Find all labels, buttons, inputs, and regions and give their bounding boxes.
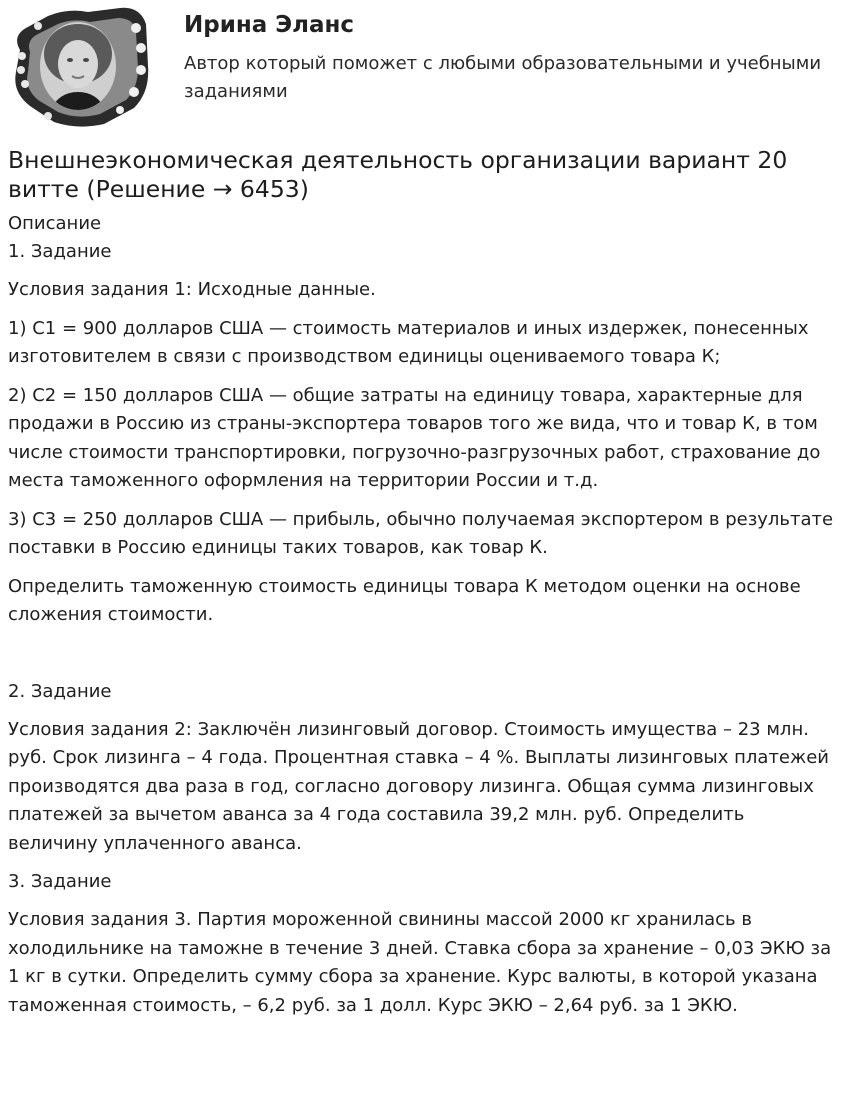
task-1-paragraph: Условия задания 1: Исходные данные. [8,279,376,300]
main-content [0,146,838,1020]
task-1-paragraph: 1) C1 = 900 долларов США — стоимость материалов и иных издержек, понесенных изготовителем в связи с производством единицы оцениваемого товара К; [8,317,809,367]
section-spacer [8,630,838,668]
task-2-paragraph: Условия задания 2: Заключён лизинговый договор. Стоимость имущества – 23 млн. руб. Срок лизинга – 4 года. Процентная ставка – 4 %. Выплаты лизинговых платежей производятся два раза в год, согласно договору лизинга. Общая сумма лизинговых платежей за вычетом аванса за 4 года составила 39,2 млн. руб. Определить величину уплаченного аванса. [8,718,829,854]
description-label: Описание [8,213,102,234]
task-1-paragraph: Определить таможенную стоимость единицы товара К методом оценки на основе сложения стоимости. [8,575,801,625]
author-avatar[interactable] [8,6,150,128]
task-2-heading: 2. Задание [8,680,112,702]
author-header [0,0,847,128]
task-1-heading: 1. Задание [8,241,112,262]
author-name[interactable]: Ирина Эланс [184,12,355,38]
task-1-paragraph: 2) С2 = 150 долларов США — общие затраты на единицу товара, характерные для продажи в Россию из страны-экспортера товаров того же вида, что и товар К, в том числе стоимости транспортировки, погрузочно-разгрузочных работ, страхование до места таможенного оформления на территории России и т.д. [8,384,821,491]
page-title: Внешнеэкономическая деятельность организации вариант 20 витте (Решение → 6453) [8,146,788,203]
film-reel-frame-icon [8,6,150,128]
task-3-heading: 3. Задание [8,871,112,892]
task-3-paragraph: Условия задания 3. Партия мороженной свинины массой 2000 кг хранилась в холодильнике на таможне в течение 3 дней. Ставка сбора за хранение – 0,03 ЭКЮ за 1 кг в сутки. Определить сумму сбора за хранение. Курс валюты, в которой указана таможенная стоимость, – 6,2 руб. за 1 долл. Курс ЭКЮ – 2,64 руб. за 1 ЭКЮ. [8,909,832,1016]
task-1-paragraph: 3) С3 = 250 долларов США — прибыль, обычно получаемая экспортером в результате поставки в Россию единицы таких товаров, как товар К. [8,508,834,558]
author-description: Автор который поможет с любыми образовательными и учебными заданиями [184,53,822,102]
